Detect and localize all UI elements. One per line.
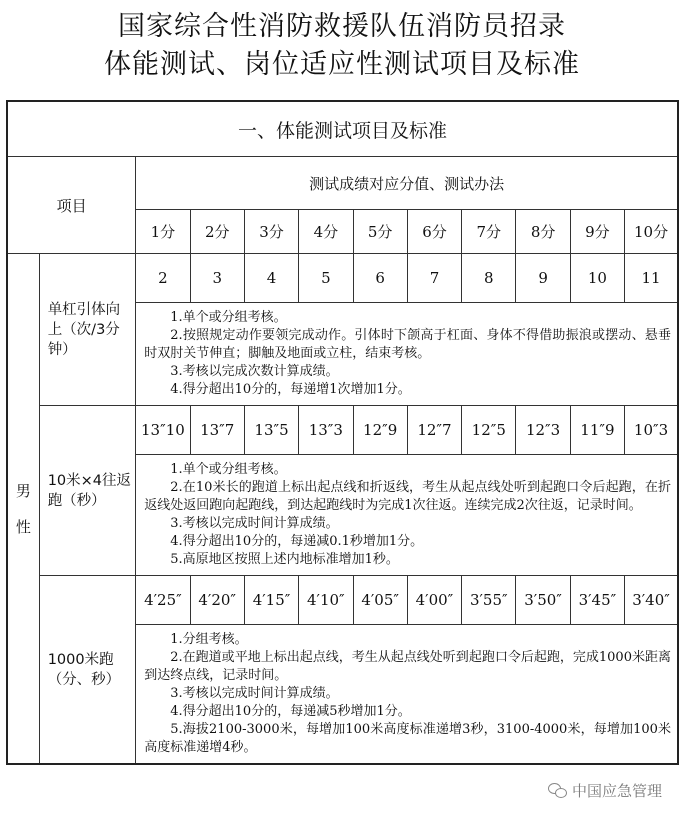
item-rules: [136, 625, 678, 765]
score-value-cell: 6: [353, 254, 407, 303]
points-header-cell: 4分: [299, 210, 353, 254]
score-value-cell: 12″7: [407, 406, 461, 455]
score-value-cell: 4: [244, 254, 298, 303]
watermark: [548, 780, 662, 801]
item-name: 单杠引体向上（次/3分钟）: [39, 254, 136, 406]
standards-table: [6, 100, 679, 765]
score-method-header: 测试成绩对应分值、测试办法: [136, 157, 678, 210]
score-value-cell: 4′10″: [299, 576, 353, 625]
score-value-cell: 12″5: [462, 406, 516, 455]
score-value-cell: 4′20″: [190, 576, 244, 625]
score-value-cell: 4′05″: [353, 576, 407, 625]
score-value-cell: 13″5: [244, 406, 298, 455]
score-value-cell: 11: [625, 254, 678, 303]
score-value-cell: 11″9: [570, 406, 624, 455]
rule-line: 1.单个或分组考核。: [170, 462, 287, 477]
rule-line: 1.分组考核。: [170, 632, 248, 647]
item-name: 10米×4往返跑（秒）: [39, 406, 136, 576]
rule-line: 3.考核以完成次数计算成绩。: [170, 364, 339, 379]
page-title-line-1: 国家综合性消防救援队伍消防员招录: [118, 11, 566, 42]
points-header-cell: 10分: [625, 210, 678, 254]
score-value-cell: 4′00″: [407, 576, 461, 625]
score-value-cell: 13″10: [136, 406, 190, 455]
score-value-cell: 3′50″: [516, 576, 570, 625]
score-value-cell: 9: [516, 254, 570, 303]
rule-line: 5.海拔2100-3000米，每增加100米高度标准递增3秒，3100-4000米，每增加100米高度标准递增4秒。: [144, 722, 671, 755]
score-value-cell: 3′45″: [570, 576, 624, 625]
rule-line: 2.在跑道或平地上标出起点线，考生从起点线处听到起跑口令后起跑，完成1000米距离到达终点线，记录时间。: [144, 650, 671, 683]
points-header-cell: 3分: [244, 210, 298, 254]
points-header-cell: 8分: [516, 210, 570, 254]
gender-cell: [7, 254, 39, 765]
gender-char-2: 性: [15, 517, 31, 536]
points-header-cell: 2分: [190, 210, 244, 254]
rule-line: 4.得分超出10分的，每递减5秒增加1分。: [170, 704, 411, 719]
score-value-cell: 2: [136, 254, 190, 303]
score-value-cell: 13″3: [299, 406, 353, 455]
section-title: 一、体能测试项目及标准: [7, 101, 678, 157]
points-header-cell: 6分: [407, 210, 461, 254]
watermark-text: 中国应急管理: [571, 782, 662, 800]
rule-line: 2.按照规定动作要领完成动作。引体时下颌高于杠面、身体不得借助振浪或摆动、悬垂时双肘关节伸直；脚触及地面或立柱，结束考核。: [144, 328, 671, 361]
score-value-cell: 12″9: [353, 406, 407, 455]
score-value-cell: 8: [462, 254, 516, 303]
points-header-cell: 1分: [136, 210, 190, 254]
rule-line: 2.在10米长的跑道上标出起点线和折返线，考生从起点线处听到起跑口令后起跑，在折返线处返回跑向起跑线，到达起跑线时为完成1次往返。连续完成2次往返，记录时间。: [144, 480, 671, 513]
score-value-cell: 4′15″: [244, 576, 298, 625]
rule-line: 3.考核以完成时间计算成绩。: [170, 516, 339, 531]
score-value-cell: 13″7: [190, 406, 244, 455]
score-value-cell: 3′55″: [462, 576, 516, 625]
rule-line: 1.单个或分组考核。: [170, 310, 287, 325]
item-name: 1000米跑（分、秒）: [39, 576, 136, 765]
score-value-cell: 3′40″: [625, 576, 678, 625]
rule-line: 4.得分超出10分的，每递增1次增加1分。: [170, 382, 411, 397]
wechat-logo-icon: [548, 783, 568, 799]
score-value-cell: 4′25″: [136, 576, 190, 625]
gender-char-1: 男: [15, 481, 31, 500]
score-value-cell: 12″3: [516, 406, 570, 455]
item-rules: [136, 455, 678, 576]
project-header: 项目: [7, 157, 136, 254]
score-value-cell: 10: [570, 254, 624, 303]
points-header-cell: 5分: [353, 210, 407, 254]
score-value-cell: 7: [407, 254, 461, 303]
score-value-cell: 10″3: [625, 406, 678, 455]
score-value-cell: 5: [299, 254, 353, 303]
page-title-line-2: 体能测试、岗位适应性测试项目及标准: [104, 49, 580, 80]
points-header-cell: 9分: [570, 210, 624, 254]
rule-line: 5.高原地区按照上述内地标准增加1秒。: [170, 552, 399, 567]
item-rules: [136, 303, 678, 406]
rule-line: 4.得分超出10分的，每递减0.1秒增加1分。: [170, 534, 424, 549]
rule-line: 3.考核以完成时间计算成绩。: [170, 686, 339, 701]
score-value-cell: 3: [190, 254, 244, 303]
points-header-cell: 7分: [462, 210, 516, 254]
